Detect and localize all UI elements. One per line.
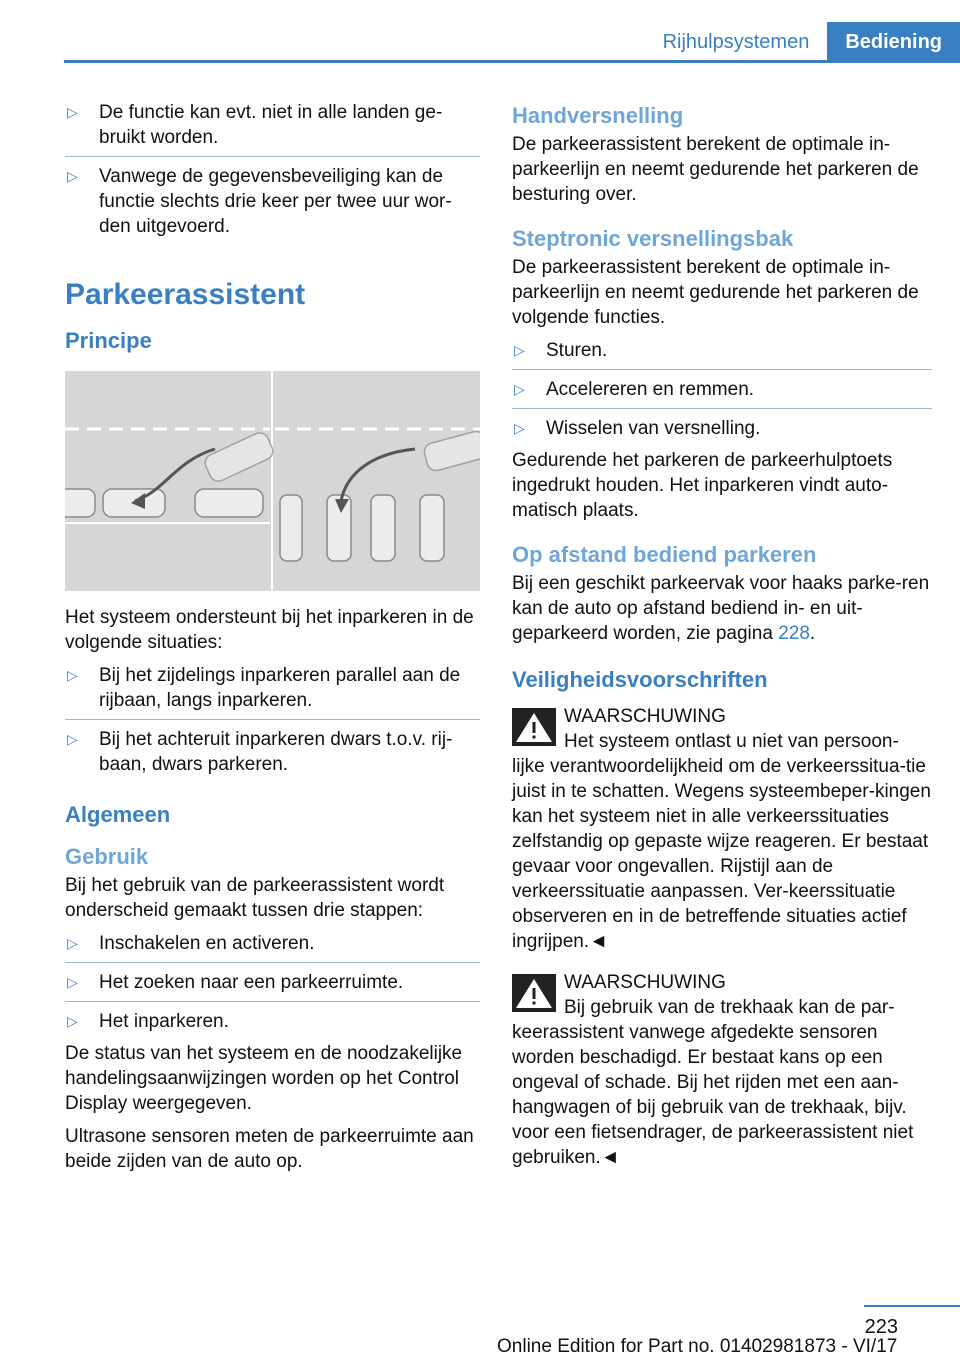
hand-text: De parkeerassistent berekent de optimale in-parkeerlijn en neemt gedurende het parkeren de besturing over. [512, 134, 919, 205]
warning-title: WAARSCHUWING [564, 972, 726, 993]
step-bullet-list [512, 338, 932, 441]
remote-text: Bij een geschikt parkeervak voor haaks parke-ren kan de auto op afstand bediend in- en uit-geparkeerd worden, zie pagina 228. [512, 573, 930, 644]
header-chapter: Bediening [827, 22, 960, 62]
intro-bullet-list [65, 100, 480, 239]
list-item: ▷ Wisselen van versnelling. [514, 418, 761, 439]
warning-triangle-icon [512, 974, 556, 1012]
warning-text: keerassistent vanwege afgedekte sensoren worden beschadigd. Er bestaat kans op een ongeval of schade. Bij het rijden met een aan-hangwagen of bij gebruik van de trekhaak, bijv. voor een fietsendrager, de parkeerassistent niet gebruiken.◄ [512, 1022, 914, 1168]
list-item: ▷ Inschakelen en activeren. [65, 931, 480, 963]
page-header [645, 22, 960, 62]
parking-diagram [65, 371, 480, 591]
footer-edition: Online Edition for Part no. 01402981873 - VI/17 [497, 1336, 898, 1357]
principe-bullet-list [65, 663, 480, 777]
warning-text-first: Bij gebruik van de trekhaak kan de par- [564, 997, 895, 1018]
list-item: ▷ De functie kan evt. niet in alle landen ge-bruikt worden. [65, 100, 480, 157]
triangle-right-icon: ▷ [514, 342, 525, 358]
gebruik-bullet-list [65, 931, 480, 1034]
triangle-right-icon: ▷ [67, 935, 78, 951]
gebruik-heading: Gebruik [65, 844, 149, 869]
page-number: 223 [864, 1316, 898, 1338]
safety-heading: Veiligheidsvoorschriften [512, 667, 768, 692]
warning-text-first: Het systeem ontlast u niet van persoon- [564, 731, 899, 752]
triangle-right-icon: ▷ [67, 104, 78, 120]
step-text: De parkeerassistent berekent de optimale in-parkeerlijn en neemt gedurende het parkeren de volgende functies. [512, 257, 919, 328]
header-section: Rijhulpsystemen [662, 31, 810, 53]
warning-triangle-icon [512, 708, 556, 746]
remote-heading: Op afstand bediend parkeren [512, 542, 817, 567]
list-item: ▷ Bij het zijdelings inparkeren parallel aan de rijbaan, langs inparkeren. [65, 663, 480, 720]
status-text: De status van het systeem en de noodzakelijke handelingsaanwijzingen worden op het Control Display weergegeven. [65, 1043, 463, 1114]
list-item: ▷ Accelereren en remmen. [512, 377, 932, 409]
ultrasone-text: Ultrasone sensoren meten de parkeerruimte aan beide zijden van de auto op. [65, 1126, 474, 1172]
principe-heading: Principe [65, 328, 152, 353]
list-item: ▷ Sturen. [512, 338, 932, 370]
footer-rule [864, 1305, 960, 1307]
triangle-right-icon: ▷ [67, 731, 78, 747]
algemeen-heading: Algemeen [65, 802, 171, 827]
step-after-text: Gedurende het parkeren de parkeerhulptoets ingedrukt houden. Het inparkeren vindt auto-matisch plaats. [512, 450, 893, 521]
list-item: ▷ Het inparkeren. [67, 1011, 229, 1032]
warning-text: lijke verantwoordelijkheid om de verkeerssitua-tie juist in te schatten. Wegens systeembeper-kingen kan het systeem niet in alle verkeerssituaties zelfstandig op gepaste wijze reageren. Er bestaat gevaar voor ongevallen. Rijstijl aan de verkeerssituatie aanpassen. Ver-keerssituatie observeren en in de betreffende situaties actief ingrijpen.◄ [512, 756, 931, 952]
step-heading: Steptronic versnellingsbak [512, 226, 794, 251]
triangle-right-icon: ▷ [514, 381, 525, 397]
page-link[interactable]: 228 [778, 623, 810, 644]
triangle-right-icon: ▷ [67, 974, 78, 990]
triangle-right-icon: ▷ [67, 168, 78, 184]
parking-illustration [65, 371, 480, 591]
gebruik-text: Bij het gebruik van de parkeerassistent wordt onderscheid gemaakt tussen drie stappen: [65, 875, 445, 921]
section-title: Parkeerassistent [65, 278, 306, 311]
triangle-right-icon: ▷ [67, 1013, 78, 1029]
triangle-right-icon: ▷ [514, 420, 525, 436]
warning-block-2 [512, 970, 932, 1020]
list-item: ▷ Vanwege de gegevensbeveiliging kan de functie slechts drie keer per twee uur wor-den uitgevoerd. [67, 166, 452, 237]
list-item: ▷ Bij het achteruit inparkeren dwars t.o.v. rij-baan, dwars parkeren. [67, 729, 453, 775]
warning-block-1 [512, 704, 932, 754]
principe-text: Het systeem ondersteunt bij het inparkeren in de volgende situaties: [65, 607, 474, 653]
left-column [65, 100, 480, 1182]
hand-heading: Handversnelling [512, 103, 684, 128]
right-column [512, 100, 932, 1178]
warning-title: WAARSCHUWING [564, 706, 726, 727]
triangle-right-icon: ▷ [67, 667, 78, 683]
header-rule [64, 60, 960, 63]
list-item: ▷ Het zoeken naar een parkeerruimte. [65, 970, 480, 1002]
